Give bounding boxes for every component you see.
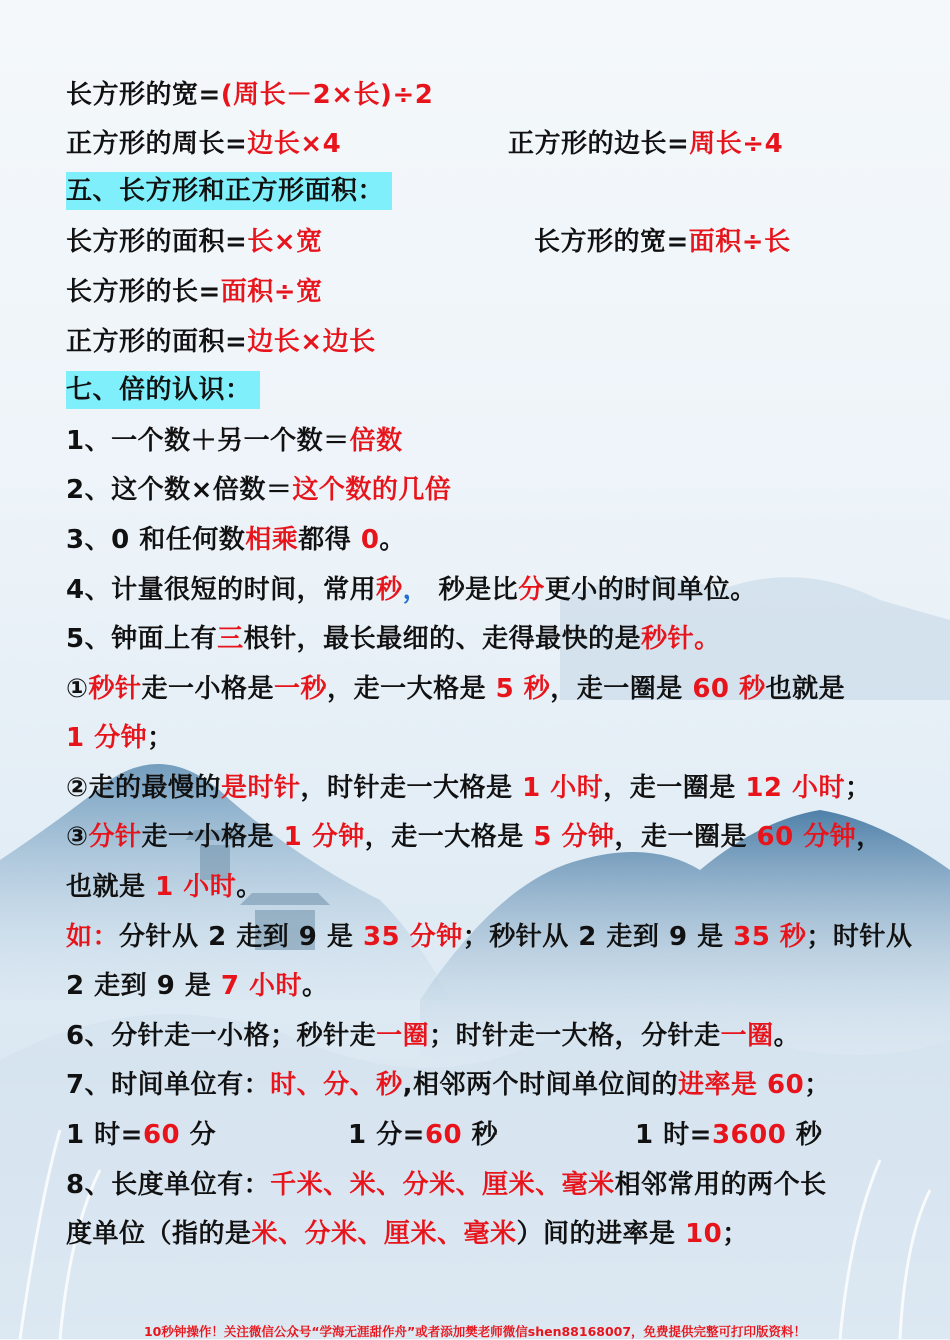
answer: 12 小时 bbox=[745, 773, 846, 803]
text: 更小的时间单位。 bbox=[544, 575, 757, 605]
text: 。 bbox=[379, 525, 406, 555]
text: ； bbox=[845, 773, 872, 803]
answer: 周长÷4 bbox=[689, 129, 784, 159]
answer: 边长×边长 bbox=[247, 327, 376, 357]
answer: 时、分、秒 bbox=[270, 1070, 403, 1100]
text: 也就是 bbox=[765, 674, 846, 704]
example-label: 如： bbox=[66, 922, 120, 952]
answer: 1 小时 bbox=[522, 773, 604, 803]
answer: 0 bbox=[360, 525, 380, 555]
text: 走一小格是 bbox=[141, 674, 275, 704]
clock-minute-hand bbox=[66, 820, 883, 854]
text: ，时针走一大格是 bbox=[300, 773, 523, 803]
answer: 3600 bbox=[711, 1120, 787, 1150]
answer: 一圈 bbox=[376, 1021, 430, 1051]
text: ）间的进率是 bbox=[516, 1219, 686, 1249]
answer: 这个数的几倍 bbox=[292, 475, 452, 505]
text: 3、0 和任何数 bbox=[66, 525, 246, 555]
answer: 5 分钟 bbox=[533, 822, 615, 852]
item-8-cont bbox=[66, 1217, 749, 1251]
item-8 bbox=[66, 1168, 827, 1202]
text: 6、分针走一小格；秒针走 bbox=[66, 1021, 377, 1051]
heading-text: 七、倍的认识： bbox=[66, 371, 260, 409]
text: ②走的最慢的 bbox=[66, 773, 222, 803]
text: ； bbox=[804, 1070, 831, 1100]
text: 5、钟面上有 bbox=[66, 624, 218, 654]
text: ，走一大格是 bbox=[364, 822, 534, 852]
text: 正方形的面积= bbox=[66, 327, 248, 357]
footer-notice: 10秒钟操作！关注微信公众号“学海无涯甜作舟”或者添加樊老师微信shen88168007，免费提供完整可打印版资料！ bbox=[143, 1324, 807, 1339]
text: 正方形的周长= bbox=[66, 129, 248, 159]
answer: 60 秒 bbox=[692, 674, 766, 704]
heading-text: 五、长方形和正方形面积： bbox=[66, 172, 392, 210]
answer: 米、分米、厘米、毫米 bbox=[251, 1219, 517, 1249]
text: 长方形的宽= bbox=[66, 80, 221, 110]
answer: 倍数 bbox=[349, 426, 403, 456]
text: 4、计量很短的时间，常用 bbox=[66, 575, 377, 605]
text: 分针从 2 走到 9 是 bbox=[119, 922, 363, 952]
text: 都得 bbox=[298, 525, 361, 555]
item-6 bbox=[66, 1019, 800, 1053]
answer: 一圈 bbox=[720, 1021, 774, 1051]
formula-rect-width bbox=[66, 78, 433, 112]
item-2 bbox=[66, 473, 451, 507]
answer: 1 分钟 bbox=[283, 822, 365, 852]
answer: 1 小时 bbox=[155, 872, 237, 902]
clock-second-hand bbox=[66, 672, 845, 706]
answer: 60 bbox=[424, 1120, 463, 1150]
text: 1 时= bbox=[66, 1120, 143, 1150]
text: 走一小格是 bbox=[141, 822, 284, 852]
answer: 5 秒 bbox=[495, 674, 551, 704]
answer: 1 分钟 bbox=[66, 723, 148, 753]
text: 2、这个数×倍数＝ bbox=[66, 475, 293, 505]
text: ，走一圈是 bbox=[550, 674, 693, 704]
conversion-hour-second bbox=[635, 1118, 822, 1152]
text: 7、时间单位有： bbox=[66, 1070, 271, 1100]
text: 1 时= bbox=[635, 1120, 712, 1150]
text: ① bbox=[66, 674, 89, 704]
answer: 相乘 bbox=[245, 525, 299, 555]
answer: 面积÷宽 bbox=[220, 277, 323, 307]
answer: 分 bbox=[518, 575, 545, 605]
answer: 面积÷长 bbox=[688, 227, 791, 257]
item-3 bbox=[66, 523, 406, 557]
text: 长方形的宽= bbox=[534, 227, 689, 257]
text: 相邻常用的两个长 bbox=[614, 1170, 827, 1200]
text: ；时针从 bbox=[806, 922, 913, 952]
text: ③ bbox=[66, 822, 89, 852]
text: 根针，最长最细的、走得最快的是 bbox=[243, 624, 642, 654]
answer: 边长×4 bbox=[247, 129, 342, 159]
text: ； bbox=[147, 723, 174, 753]
answer: 60 分钟 bbox=[756, 822, 857, 852]
item-1 bbox=[66, 424, 403, 458]
section-heading-5 bbox=[66, 174, 392, 208]
answer: 秒针 bbox=[88, 674, 142, 704]
formula-rect-length bbox=[66, 275, 323, 309]
answer: 10 bbox=[685, 1219, 723, 1249]
answer: 分针 bbox=[88, 822, 142, 852]
answer: 千米、米、分米、厘米、毫米 bbox=[270, 1170, 615, 1200]
formula-square-area bbox=[66, 325, 376, 359]
item-4 bbox=[66, 573, 757, 607]
formula-square-perimeter bbox=[66, 127, 341, 161]
clock-minute-hand-cont bbox=[66, 870, 263, 904]
formula-rect-area bbox=[66, 225, 323, 259]
text: 8、长度单位有： bbox=[66, 1170, 271, 1200]
example-cont bbox=[66, 969, 329, 1003]
text: 也就是 bbox=[66, 872, 156, 902]
text: ，走一圈是 bbox=[603, 773, 746, 803]
clock-hour-hand bbox=[66, 771, 872, 805]
answer: 35 秒 bbox=[733, 922, 807, 952]
text: 分 bbox=[180, 1120, 217, 1150]
section-heading-7 bbox=[66, 373, 260, 407]
item-5 bbox=[66, 622, 721, 656]
answer: 一秒 bbox=[274, 674, 328, 704]
answer: 35 分钟 bbox=[362, 922, 463, 952]
text: 秒 bbox=[462, 1120, 499, 1150]
formula-rect-width-area bbox=[534, 225, 791, 259]
text: 2 走到 9 是 bbox=[66, 971, 221, 1001]
example bbox=[66, 920, 912, 954]
text: ；时针走一大格，分针走 bbox=[429, 1021, 721, 1051]
text: ,相邻两个时间单位间的 bbox=[402, 1070, 678, 1100]
clock-second-hand-cont bbox=[66, 721, 174, 755]
formula-square-side bbox=[508, 127, 783, 161]
text: 度单位（指的是 bbox=[66, 1219, 252, 1249]
answer: 进率是 60 bbox=[678, 1070, 805, 1100]
text: 1 分= bbox=[348, 1120, 425, 1150]
text: ；秒针从 2 走到 9 是 bbox=[462, 922, 734, 952]
text: 1、一个数＋另一个数＝ bbox=[66, 426, 350, 456]
answer: 60 bbox=[142, 1120, 181, 1150]
text: 。 bbox=[236, 872, 263, 902]
answer: 三 bbox=[217, 624, 244, 654]
conversion-minute-second bbox=[348, 1118, 498, 1152]
text: ，走一大格是 bbox=[327, 674, 496, 704]
answer: 是时针 bbox=[221, 773, 301, 803]
text: 。 bbox=[773, 1021, 801, 1051]
text: ，走一圈是 bbox=[614, 822, 757, 852]
comma: ， bbox=[402, 575, 430, 605]
text: ， bbox=[856, 822, 883, 852]
text: 长方形的长= bbox=[66, 277, 221, 307]
answer: 秒 bbox=[376, 575, 403, 605]
text: ； bbox=[722, 1219, 749, 1249]
conversion-hour-minute bbox=[66, 1118, 216, 1152]
text: 。 bbox=[302, 971, 329, 1001]
text: 秒 bbox=[786, 1120, 823, 1150]
answer: 长×宽 bbox=[247, 227, 323, 257]
text: 秒是比 bbox=[429, 575, 519, 605]
text: 长方形的面积= bbox=[66, 227, 248, 257]
answer: 7 小时 bbox=[220, 971, 303, 1001]
answer: 秒针。 bbox=[641, 624, 721, 654]
item-7 bbox=[66, 1068, 831, 1102]
text: 正方形的边长= bbox=[508, 129, 690, 159]
answer: (周长－2×长)÷2 bbox=[220, 80, 434, 110]
